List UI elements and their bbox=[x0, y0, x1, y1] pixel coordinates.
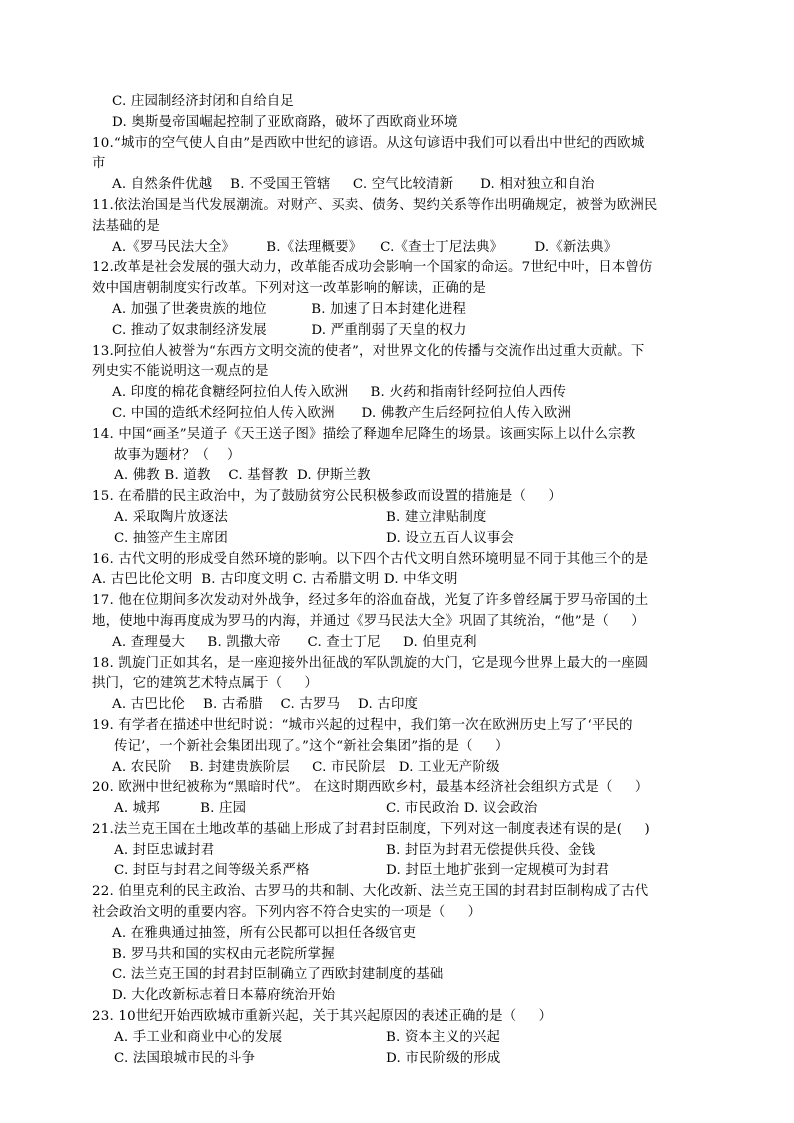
text-line bbox=[92, 799, 760, 820]
text-line bbox=[92, 1049, 760, 1070]
text-line: A. 印度的棉花食糖经阿拉伯人传入欧洲 B. 火药和指南针经阿拉伯人西传 bbox=[112, 385, 567, 401]
text-line: C. 庄园制经济封闭和自给自足 bbox=[112, 94, 294, 109]
text-line: D. 大化改新标志着日本幕府统治开始 bbox=[112, 988, 336, 1004]
text-line: 传记’，一个新社会集团出现了。”这个“新社会集团”指的是（ ） bbox=[114, 738, 509, 754]
text-line: C. 法兰克王国的封君封臣制确立了西欧封建制度的基础 bbox=[112, 967, 444, 983]
option-text: D. 封臣土地扩张到一定规模可为封君 bbox=[386, 863, 610, 879]
text-line bbox=[92, 841, 760, 862]
option-text: C. 封臣与封君之间等级关系严格 bbox=[114, 863, 310, 879]
option-text: D. 设立五百人议事会 bbox=[386, 530, 515, 546]
option-text: B. 封臣为封君无偿提供兵役、金钱 bbox=[386, 842, 596, 858]
text-line bbox=[92, 529, 760, 550]
text-line: A. 古巴比伦 B. 古希腊 C. 古罗马 D. 古印度 bbox=[112, 697, 419, 713]
option-text: B. 资本主义的兴起 bbox=[386, 1029, 501, 1045]
text-line: A. 加强了世袭贵族的地位 B. 加速了日本封建化进程 bbox=[112, 301, 467, 317]
text-line: 17. 他在位期间多次发动对外战争，经过多年的浴血奋战，光复了许多曾经属于罗马帝国的土 bbox=[92, 593, 649, 609]
option-text: A. 城邦 B. 庄园 bbox=[114, 801, 247, 817]
text-line: 20. 欧洲中世纪被称为“黑暗时代”。 在这时期西欧乡村，最基本经济社会组织方式是（ ） bbox=[92, 780, 649, 796]
text-line: 地，使地中海再度成为罗马的内海，并通过《罗马民法大全》巩固了其统治，“他”是（ ） bbox=[92, 613, 645, 629]
text-line: 18. 凯旋门正如其名，是一座迎接外出征战的军队凯旋的大门，它是现今世界上最大的一座圆 bbox=[92, 655, 649, 671]
text-line: 列史实不能说明这一观点的是 bbox=[92, 364, 269, 380]
text-line: 11.依法治国是当代发展潮流。对财产、买卖、债务、契约关系等作出明确规定，被誉为欧洲民 bbox=[92, 197, 658, 213]
text-line: 12.改革是社会发展的强大动力，改革能否成功会影响一个国家的命运。7世纪中叶，日本曾仿 bbox=[92, 260, 653, 276]
text-line: A. 在雅典通过抽签，所有公民都可以担任各级官吏 bbox=[112, 925, 417, 941]
text-line: 故事为题材？（ ） bbox=[114, 447, 241, 463]
text-line: C. 推动了奴隶制经济发展 D. 严重削弱了天皇的权力 bbox=[112, 322, 467, 338]
option-text: C. 法国琅城市民的斗争 bbox=[114, 1050, 256, 1066]
option-text: C. 抽签产生主席团 bbox=[114, 530, 229, 546]
text-line bbox=[92, 861, 760, 882]
text-line: 15. 在希腊的民主政治中，为了鼓励贫穷公民积极参政而设置的措施是（ ） bbox=[92, 489, 562, 505]
text-line: A. 查理曼大 B. 凯撒大帝 C. 查士丁尼 D. 伯里克利 bbox=[112, 634, 477, 650]
text-line: 21.法兰克王国在土地改革的基础上形成了封君封臣制度，下列对这一制度表述有误的是( ) bbox=[92, 821, 650, 837]
text-line: 23. 10世纪开始西欧城市重新兴起，关于其兴起原因的表述正确的是（ ） bbox=[92, 1009, 553, 1025]
option-text: A. 手工业和商业中心的发展 bbox=[114, 1029, 283, 1045]
text-line: C. 中国的造纸术经阿拉伯人传入欧洲 D. 佛教产生后经阿拉伯人传入欧洲 bbox=[112, 405, 572, 421]
text-line: A. 农民阶 B. 封建贵族阶层 C. 市民阶层 D. 工业无产阶级 bbox=[112, 759, 500, 775]
text-line: A. 佛教 B. 道教 C. 基督教 D. 伊斯兰教 bbox=[114, 468, 371, 484]
text-line bbox=[92, 1028, 760, 1049]
text-line: 法基础的是 bbox=[92, 218, 160, 234]
text-line: 拱门，它的建筑艺术特点属于（ ） bbox=[92, 676, 319, 692]
text-line: A.《罗马民法大全》 B.《法理概要》 C.《查士丁尼法典》 D.《新法典》 bbox=[112, 239, 618, 255]
option-text: D. 市民阶级的形成 bbox=[386, 1050, 501, 1066]
text-line: 22. 伯里克利的民主政治、古罗马的共和制、大化改新、法兰克王国的封君封臣制构成了古代 bbox=[92, 884, 649, 900]
text-line: 13.阿拉伯人被誉为“东西方文明交流的使者”，对世界文化的传播与交流作出过重大贡献。下 bbox=[92, 343, 645, 359]
option-text: A. 采取陶片放逐法 bbox=[114, 509, 228, 525]
exam-page bbox=[92, 92, 760, 1069]
text-line: A. 古巴比伦文明 B. 古印度文明 C. 古希腊文明 D. 中华文明 bbox=[92, 572, 458, 588]
text-line: A. 自然条件优越 B. 不受国王管辖 C. 空气比较清新 D. 相对独立和自治 bbox=[112, 177, 595, 193]
text-line: 10.“城市的空气使人自由”是西欧中世纪的谚语。从这句谚语中我们可以看出中世纪的西欧城 bbox=[92, 135, 645, 151]
option-text: B. 建立津贴制度 bbox=[386, 509, 487, 525]
text-line: 19. 有学者在描述中世纪时说：“城市兴起的过程中，我们第一次在欧洲历史上写了‘平民的 bbox=[92, 717, 633, 733]
text-line: 社会政治文明的重要内容。下列内容不符合史实的一项是（ ） bbox=[92, 905, 482, 921]
text-line: 效中国唐朝制度实行改革。下列对这一改革影响的解读，正确的是 bbox=[92, 281, 487, 297]
text-line: 14. 中国“画圣”吴道子《天王送子图》描绘了释迦牟尼降生的场景。该画实际上以什么宗教 bbox=[92, 426, 636, 442]
option-text: C. 市民政治 D. 议会政治 bbox=[386, 801, 538, 817]
text-line: 市 bbox=[92, 156, 106, 172]
text-line bbox=[92, 508, 760, 529]
text-line: B. 罗马共和国的实权由元老院所掌握 bbox=[112, 946, 335, 962]
option-text: A. 封臣忠诚封君 bbox=[114, 842, 215, 858]
text-line: D. 奥斯曼帝国崛起控制了亚欧商路，破坏了西欧商业环境 bbox=[112, 114, 458, 130]
text-line: 16. 古代文明的形成受自然环境的影响。以下四个古代文明自然环境明显不同于其他三个的是 bbox=[92, 551, 649, 567]
